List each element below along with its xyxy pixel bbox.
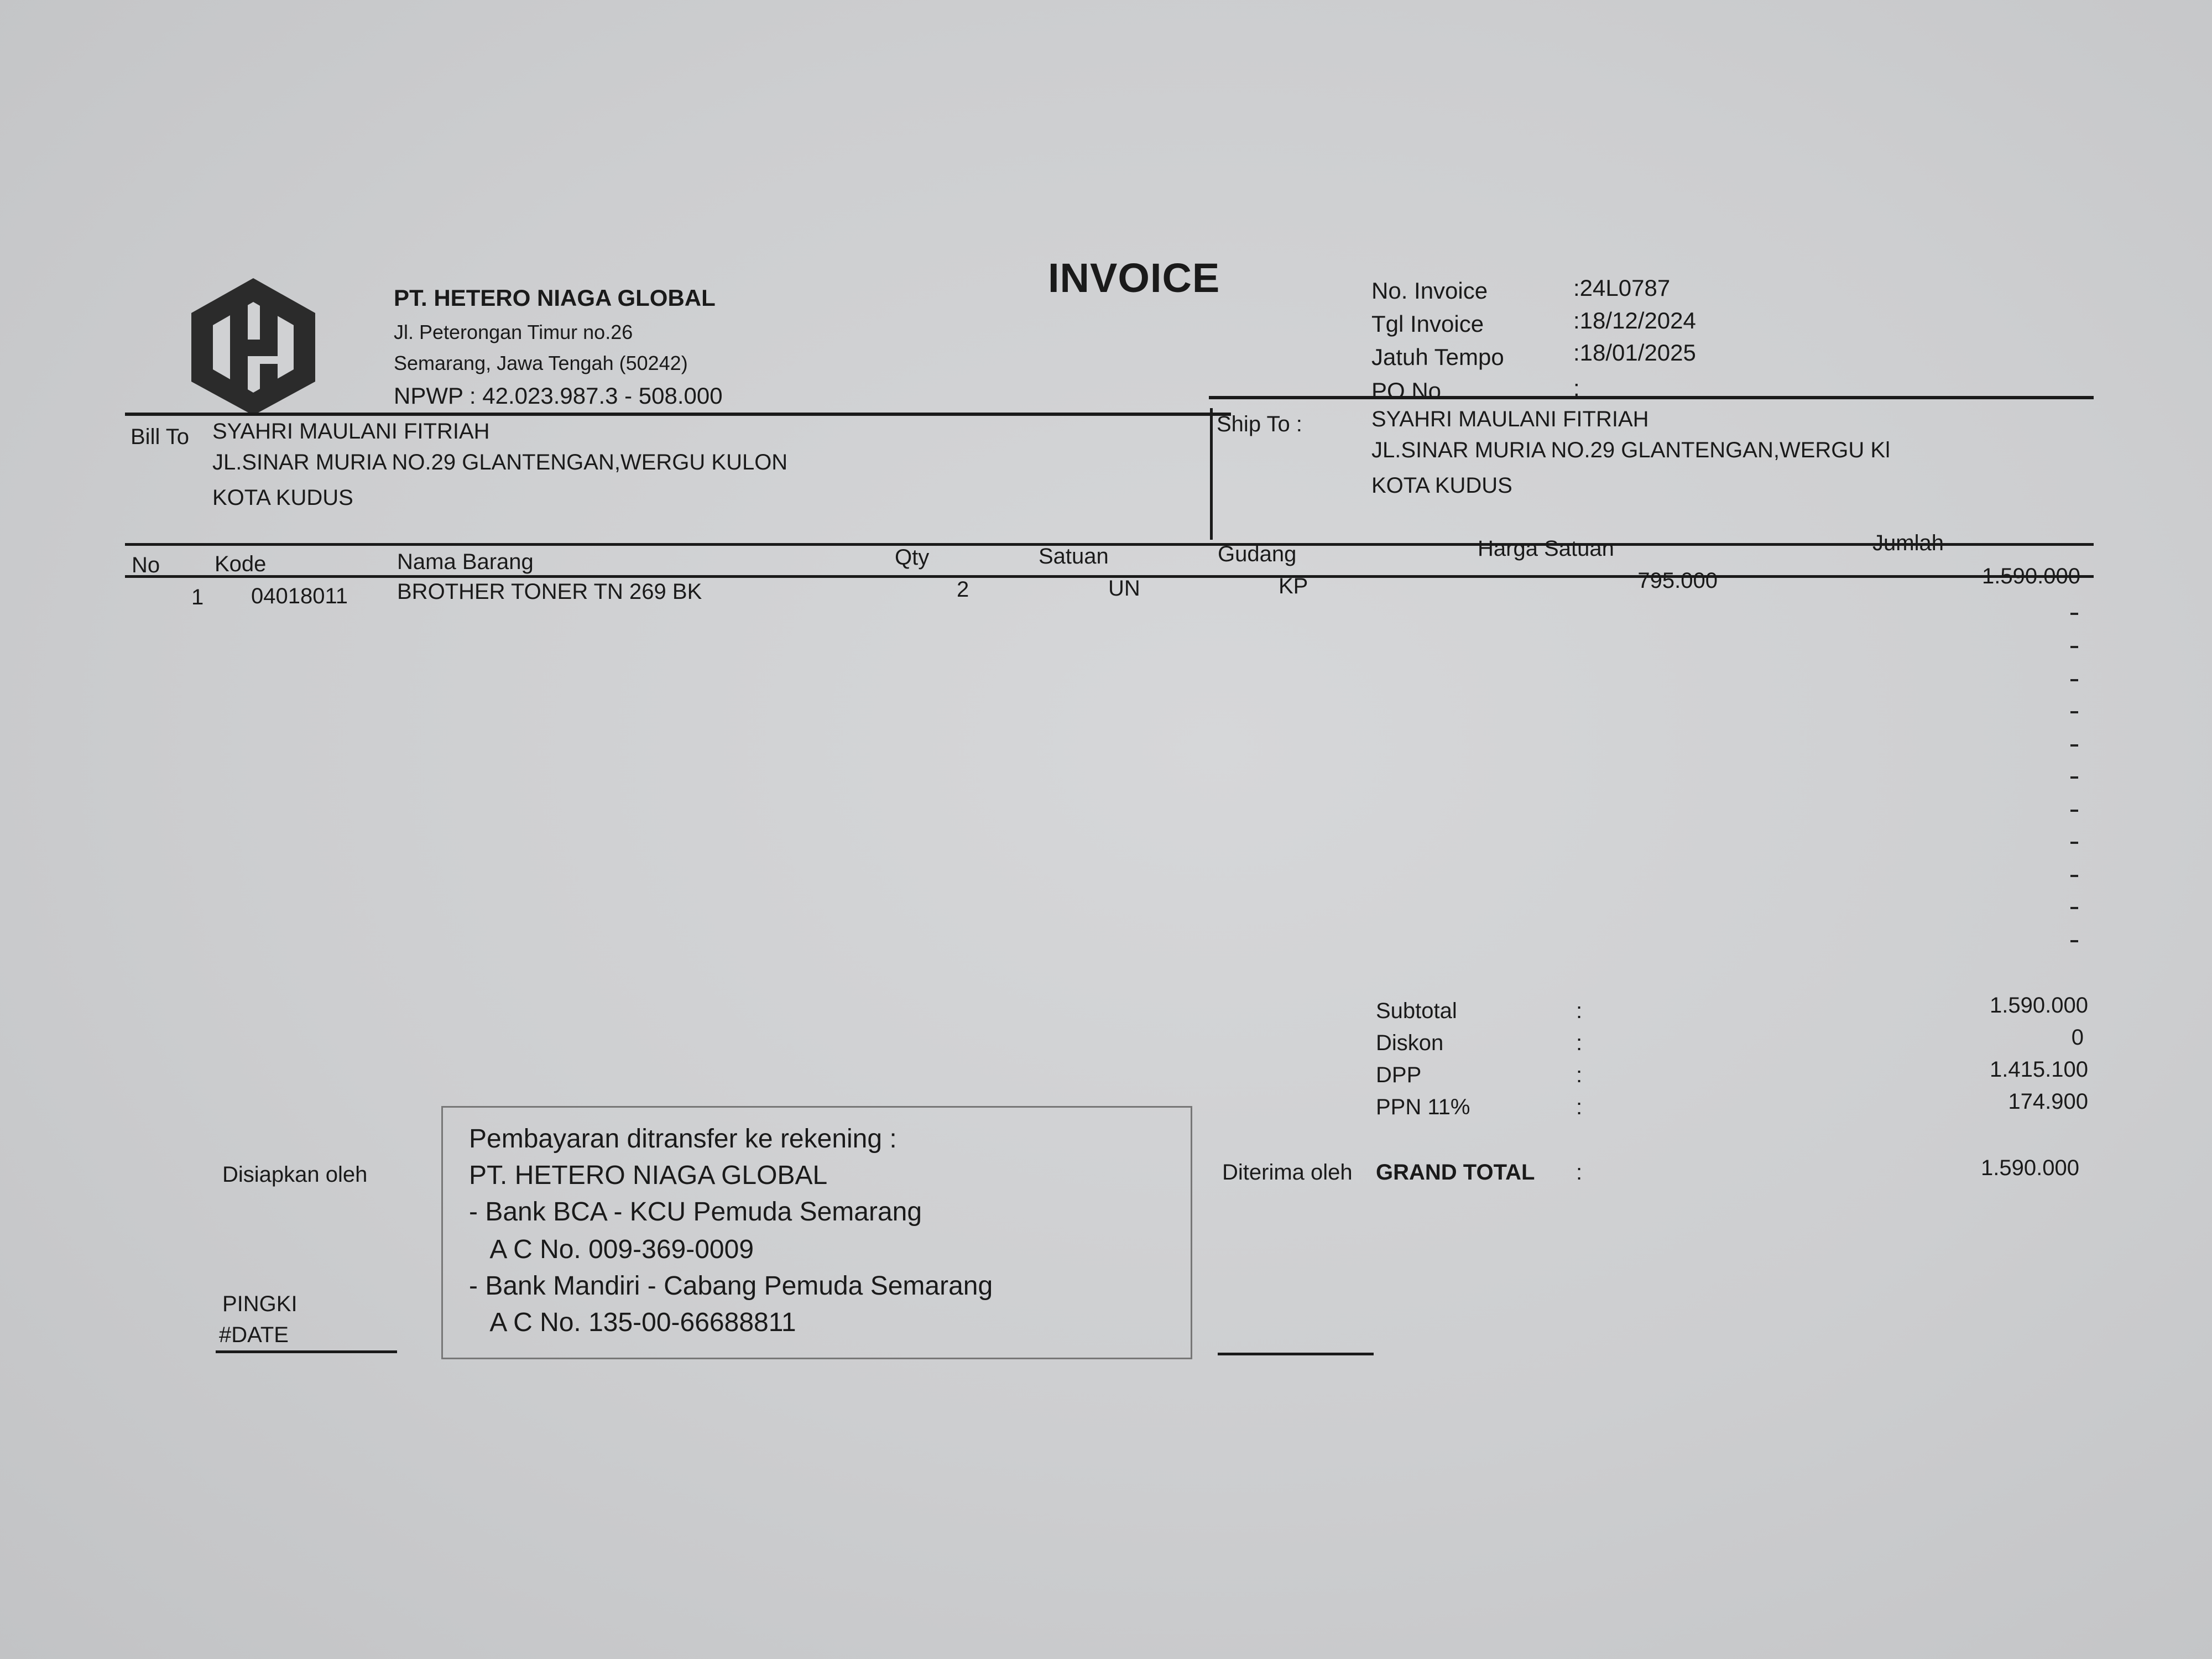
prepared-by-name: PINGKI bbox=[222, 1292, 298, 1316]
row-kode: 04018011 bbox=[251, 584, 348, 608]
col-header-no: No bbox=[132, 553, 160, 577]
empty-row-marker bbox=[2070, 776, 2078, 779]
grand-total-colon: : bbox=[1576, 1160, 1583, 1185]
empty-row-marker bbox=[2070, 907, 2078, 909]
row-harga: 795.000 bbox=[1637, 568, 1718, 593]
prepared-signature-line bbox=[216, 1350, 397, 1353]
payment-line-1: Pembayaran ditransfer ke rekening : bbox=[469, 1124, 897, 1154]
subtotal-colon: : bbox=[1576, 999, 1583, 1023]
row-jumlah: 1.590.000 bbox=[1982, 564, 2080, 588]
company-name: PT. HETERO NIAGA GLOBAL bbox=[394, 285, 716, 311]
col-header-jumlah: Jumlah bbox=[1872, 531, 1944, 555]
bill-to-city: KOTA KUDUS bbox=[212, 486, 353, 510]
row-satuan: UN bbox=[1108, 576, 1140, 601]
invoice-no-label: No. Invoice bbox=[1371, 278, 1488, 304]
subtotal-label: Subtotal bbox=[1376, 999, 1457, 1023]
empty-row-marker bbox=[2070, 646, 2078, 648]
due-date-label: Jatuh Tempo bbox=[1371, 344, 1504, 370]
dpp-label: DPP bbox=[1376, 1063, 1422, 1087]
empty-row-marker bbox=[2070, 842, 2078, 844]
invoice-date-label: Tgl Invoice bbox=[1371, 311, 1484, 337]
col-header-qty: Qty bbox=[895, 545, 930, 570]
prepared-by-label: Disiapkan oleh bbox=[222, 1162, 368, 1187]
empty-row-marker bbox=[2070, 711, 2078, 713]
empty-row-marker bbox=[2070, 810, 2078, 812]
col-header-harga: Harga Satuan bbox=[1478, 536, 1614, 561]
due-date-value: :18/01/2025 bbox=[1573, 340, 1696, 366]
header-divider-right bbox=[1209, 396, 2094, 399]
col-header-gudang: Gudang bbox=[1218, 542, 1297, 566]
empty-row-marker bbox=[2070, 679, 2078, 681]
empty-row-marker bbox=[2070, 940, 2078, 942]
company-npwp: NPWP : 42.023.987.3 - 508.000 bbox=[394, 383, 723, 409]
ppn-colon: : bbox=[1576, 1095, 1583, 1119]
received-by-label: Diterima oleh bbox=[1222, 1160, 1353, 1185]
payment-line-6: A C No. 135-00-66688811 bbox=[469, 1308, 796, 1337]
ship-to-city: KOTA KUDUS bbox=[1371, 473, 1512, 498]
invoice-no-value: :24L0787 bbox=[1573, 275, 1671, 301]
company-address-line1: Jl. Peterongan Timur no.26 bbox=[394, 321, 633, 343]
row-qty: 2 bbox=[957, 577, 969, 602]
dpp-colon: : bbox=[1576, 1063, 1583, 1087]
invoice-title: INVOICE bbox=[1048, 255, 1220, 301]
dpp-value: 1.415.100 bbox=[1990, 1057, 2088, 1082]
row-gudang: KP bbox=[1279, 574, 1308, 598]
bill-to-address: JL.SINAR MURIA NO.29 GLANTENGAN,WERGU KULON bbox=[212, 450, 788, 474]
payment-line-3: - Bank BCA - KCU Pemuda Semarang bbox=[469, 1197, 922, 1227]
row-nama: BROTHER TONER TN 269 BK bbox=[397, 580, 702, 604]
received-signature-line bbox=[1218, 1353, 1374, 1355]
po-no-value: : bbox=[1573, 375, 1580, 401]
diskon-value: 0 bbox=[2071, 1025, 2084, 1050]
ppn-label: PPN 11% bbox=[1376, 1095, 1470, 1119]
payment-line-5: - Bank Mandiri - Cabang Pemuda Semarang bbox=[469, 1271, 993, 1301]
grand-total-label: GRAND TOTAL bbox=[1376, 1160, 1535, 1185]
ship-to-name: SYAHRI MAULANI FITRIAH bbox=[1371, 407, 1649, 431]
company-address-line2: Semarang, Jawa Tengah (50242) bbox=[394, 352, 688, 374]
col-header-kode: Kode bbox=[215, 552, 267, 576]
ship-to-address: JL.SINAR MURIA NO.29 GLANTENGAN,WERGU Kl bbox=[1371, 438, 1890, 462]
diskon-colon: : bbox=[1576, 1031, 1583, 1055]
bill-to-label: Bill To bbox=[131, 425, 189, 449]
invoice-date-value: :18/12/2024 bbox=[1573, 307, 1696, 333]
diskon-label: Diskon bbox=[1376, 1031, 1444, 1055]
grand-total-value: 1.590.000 bbox=[1981, 1156, 2079, 1180]
ship-to-label: Ship To : bbox=[1217, 412, 1302, 436]
col-header-nama: Nama Barang bbox=[397, 550, 534, 574]
empty-row-marker bbox=[2070, 613, 2078, 615]
bill-ship-divider bbox=[1210, 408, 1213, 540]
empty-row-marker bbox=[2070, 875, 2078, 877]
header-divider-left bbox=[125, 413, 1231, 416]
payment-line-4: A C No. 009-369-0009 bbox=[469, 1235, 754, 1264]
company-logo-icon bbox=[187, 275, 320, 418]
prepared-by-date: #DATE bbox=[219, 1323, 289, 1347]
col-header-satuan: Satuan bbox=[1039, 544, 1109, 568]
subtotal-value: 1.590.000 bbox=[1990, 993, 2088, 1018]
table-top-rule bbox=[125, 543, 2094, 546]
payment-line-2: PT. HETERO NIAGA GLOBAL bbox=[469, 1161, 828, 1190]
bill-to-name: SYAHRI MAULANI FITRIAH bbox=[212, 419, 490, 444]
row-no: 1 bbox=[191, 585, 204, 609]
ppn-value: 174.900 bbox=[2008, 1089, 2088, 1114]
empty-row-marker bbox=[2070, 744, 2078, 747]
po-no-label: PO No. bbox=[1371, 378, 1448, 404]
